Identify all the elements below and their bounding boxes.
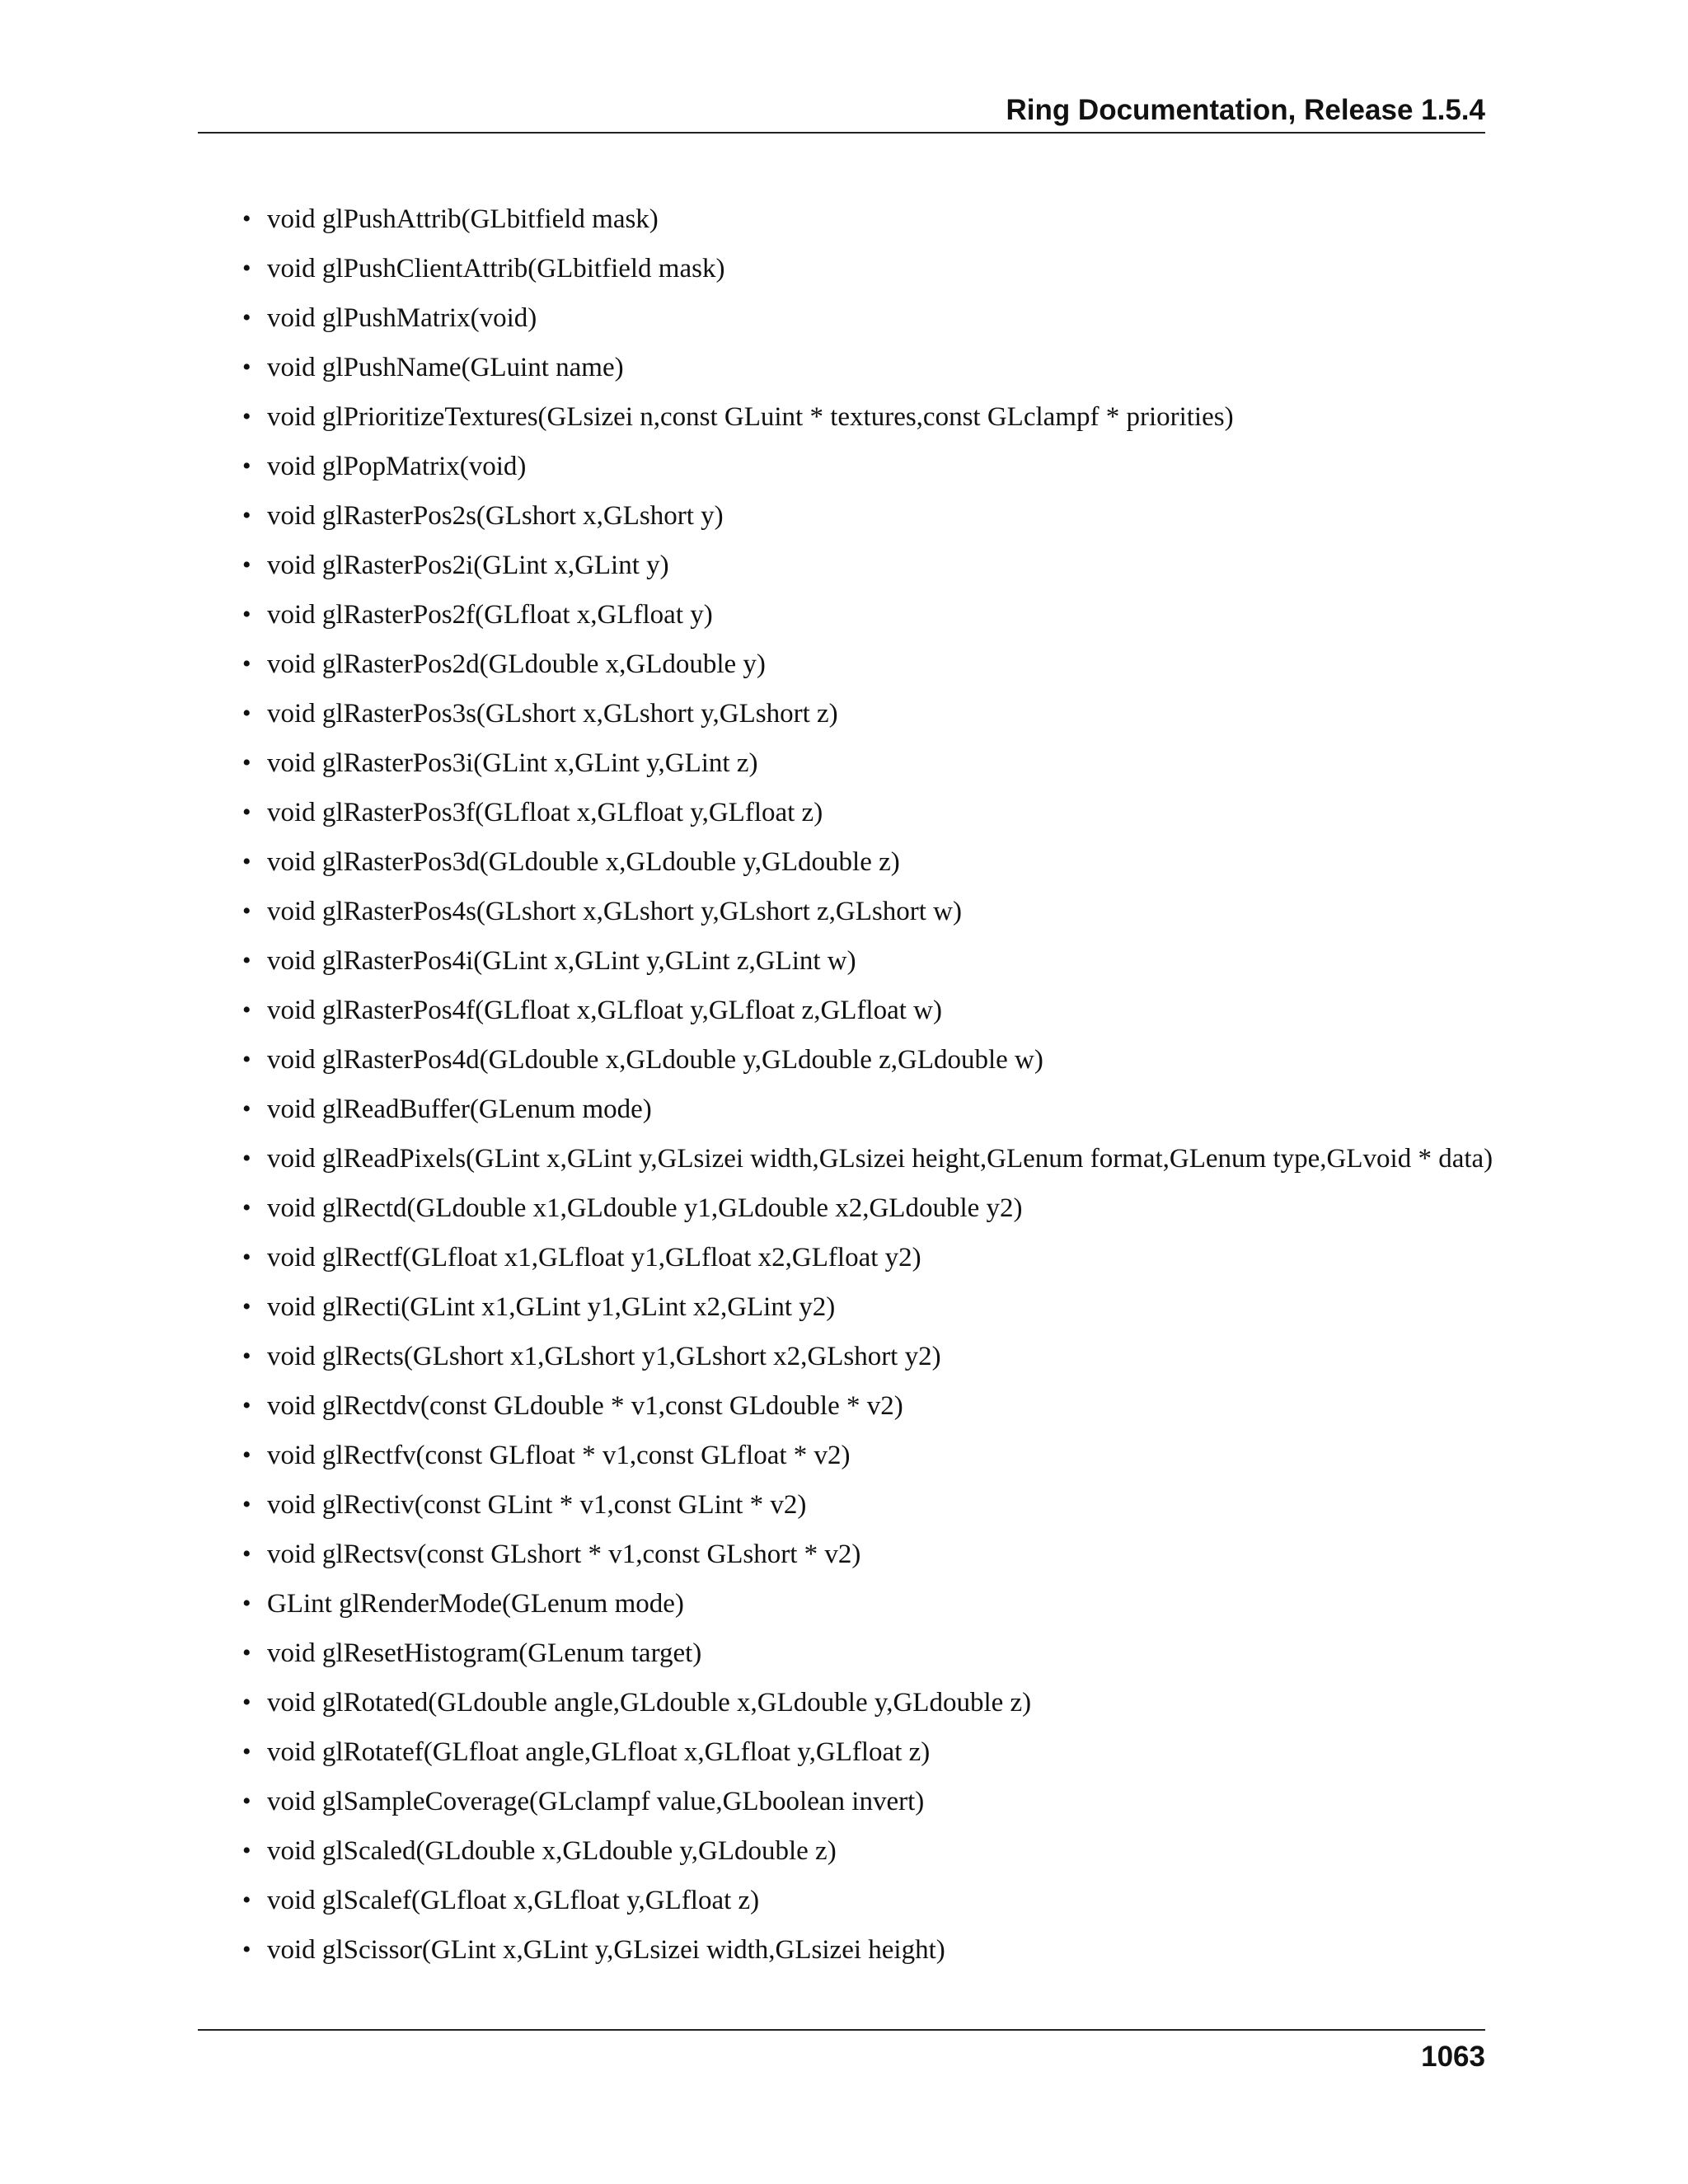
function-signature: void glRasterPos3s(GLshort x,GLshort y,GLshort z) bbox=[267, 699, 838, 729]
function-signature: void glRectsv(const GLshort * v1,const GLshort * v2) bbox=[267, 1540, 861, 1569]
bullet-icon: • bbox=[242, 255, 251, 282]
bullet-icon: • bbox=[242, 749, 251, 776]
bullet-icon: • bbox=[242, 1639, 251, 1666]
bullet-icon: • bbox=[242, 1788, 251, 1815]
function-signature: void glRotated(GLdouble angle,GLdouble x,GLdouble y,GLdouble z) bbox=[267, 1688, 1032, 1718]
function-signature: void glRects(GLshort x1,GLshort y1,GLshort x2,GLshort y2) bbox=[267, 1342, 941, 1371]
function-signature: void glRectfv(const GLfloat * v1,const GLfloat * v2) bbox=[267, 1441, 851, 1470]
function-signature: void glRectdv(const GLdouble * v1,const GLdouble * v2) bbox=[267, 1391, 903, 1421]
bullet-icon: • bbox=[242, 1392, 251, 1419]
function-signature: void glRasterPos2i(GLint x,GLint y) bbox=[267, 551, 669, 580]
bullet-icon: • bbox=[242, 898, 251, 925]
function-signature: void glPopMatrix(void) bbox=[267, 452, 527, 481]
function-signature: void glSampleCoverage(GLclampf value,GLboolean invert) bbox=[267, 1787, 925, 1816]
function-signature: void glPrioritizeTextures(GLsizei n,const GLuint * textures,const GLclampf * priorities) bbox=[267, 402, 1234, 432]
function-signature: void glRasterPos4i(GLint x,GLint y,GLint z,GLint w) bbox=[267, 946, 856, 976]
function-signature: void glReadPixels(GLint x,GLint y,GLsizei width,GLsizei height,GLenum format,GLenum type,GLvoid * data) bbox=[267, 1144, 1493, 1174]
function-signature: void glResetHistogram(GLenum target) bbox=[267, 1638, 702, 1668]
function-signature: void glRasterPos2d(GLdouble x,GLdouble y) bbox=[267, 649, 766, 679]
function-signature: void glPushAttrib(GLbitfield mask) bbox=[267, 204, 659, 234]
bullet-icon: • bbox=[242, 354, 251, 381]
function-signature: void glScaled(GLdouble x,GLdouble y,GLdouble z) bbox=[267, 1836, 837, 1866]
function-signature: void glRasterPos2s(GLshort x,GLshort y) bbox=[267, 501, 724, 531]
bullet-icon: • bbox=[242, 650, 251, 677]
function-signature: void glPushName(GLuint name) bbox=[267, 353, 624, 382]
bullet-icon: • bbox=[242, 601, 251, 628]
bullet-icon: • bbox=[242, 1491, 251, 1518]
bullet-icon: • bbox=[242, 1441, 251, 1469]
bullet-icon: • bbox=[242, 1343, 251, 1370]
function-signature: void glRasterPos3f(GLfloat x,GLfloat y,GLfloat z) bbox=[267, 798, 823, 827]
bullet-icon: • bbox=[242, 1145, 251, 1172]
bullet-icon: • bbox=[242, 1095, 251, 1122]
function-signature: void glScissor(GLint x,GLint y,GLsizei width,GLsizei height) bbox=[267, 1935, 945, 1965]
function-signature: void glRasterPos2f(GLfloat x,GLfloat y) bbox=[267, 600, 713, 630]
bullet-icon: • bbox=[242, 947, 251, 974]
page-number: 1063 bbox=[1421, 2041, 1485, 2073]
bullet-icon: • bbox=[242, 551, 251, 579]
bullet-icon: • bbox=[242, 1540, 251, 1568]
bullet-icon: • bbox=[242, 1886, 251, 1914]
bullet-icon: • bbox=[242, 1689, 251, 1716]
bullet-icon: • bbox=[242, 1046, 251, 1073]
page-footer bbox=[198, 2029, 1485, 2073]
bullet-icon: • bbox=[242, 502, 251, 529]
function-signature: void glRotatef(GLfloat angle,GLfloat x,GLfloat y,GLfloat z) bbox=[267, 1737, 931, 1767]
bullet-icon: • bbox=[242, 799, 251, 826]
bullet-icon: • bbox=[242, 452, 251, 480]
bullet-icon: • bbox=[242, 1293, 251, 1320]
bullet-icon: • bbox=[242, 1194, 251, 1221]
function-signature: void glReadBuffer(GLenum mode) bbox=[267, 1094, 652, 1124]
function-signature: void glRectiv(const GLint * v1,const GLint * v2) bbox=[267, 1490, 807, 1520]
bullet-icon: • bbox=[242, 1837, 251, 1864]
function-signature: void glRasterPos4s(GLshort x,GLshort y,GLshort z,GLshort w) bbox=[267, 897, 962, 926]
bullet-icon: • bbox=[242, 848, 251, 875]
page-header bbox=[198, 89, 1485, 134]
bullet-icon: • bbox=[242, 1590, 251, 1617]
function-signature: GLint glRenderMode(GLenum mode) bbox=[267, 1589, 684, 1619]
function-signature: void glRectf(GLfloat x1,GLfloat y1,GLfloat x2,GLfloat y2) bbox=[267, 1243, 921, 1272]
function-signature: void glRasterPos4d(GLdouble x,GLdouble y,GLdouble z,GLdouble w) bbox=[267, 1045, 1043, 1075]
function-signature: void glRasterPos4f(GLfloat x,GLfloat y,GLfloat z,GLfloat w) bbox=[267, 996, 942, 1025]
document-title: Ring Documentation, Release 1.5.4 bbox=[1006, 94, 1485, 126]
bullet-icon: • bbox=[242, 205, 251, 232]
bullet-icon: • bbox=[242, 403, 251, 430]
function-signature: void glPushMatrix(void) bbox=[267, 303, 537, 333]
function-signature: void glScalef(GLfloat x,GLfloat y,GLfloat z) bbox=[267, 1886, 760, 1915]
bullet-icon: • bbox=[242, 1244, 251, 1271]
bullet-icon: • bbox=[242, 1936, 251, 1963]
bullet-icon: • bbox=[242, 700, 251, 727]
function-signature: void glRasterPos3i(GLint x,GLint y,GLint z) bbox=[267, 748, 758, 778]
function-signature: void glRasterPos3d(GLdouble x,GLdouble y,GLdouble z) bbox=[267, 847, 900, 877]
function-signature: void glPushClientAttrib(GLbitfield mask) bbox=[267, 254, 725, 284]
function-signature: void glRecti(GLint x1,GLint y1,GLint x2,GLint y2) bbox=[267, 1292, 836, 1322]
function-signature: void glRectd(GLdouble x1,GLdouble y1,GLdouble x2,GLdouble y2) bbox=[267, 1193, 1023, 1223]
bullet-icon: • bbox=[242, 1738, 251, 1765]
bullet-icon: • bbox=[242, 304, 251, 331]
bullet-icon: • bbox=[242, 996, 251, 1024]
